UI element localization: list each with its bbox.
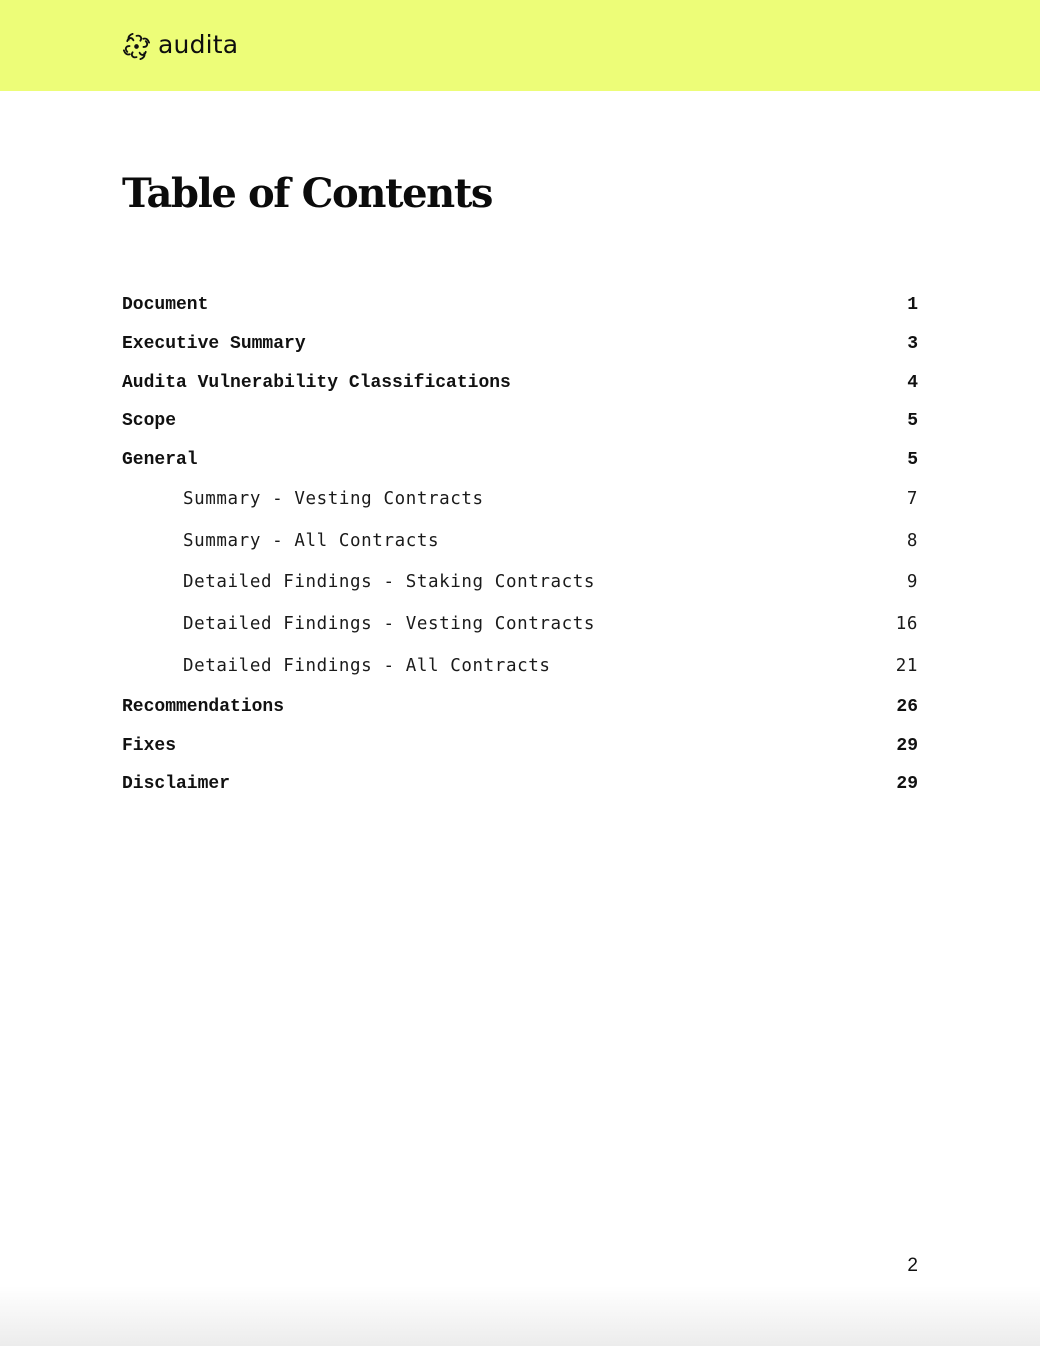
toc-subentry[interactable] [122,570,918,594]
toc-entry-page: 3 [907,334,918,354]
toc-subentry-label: Detailed Findings - Vesting Contracts [183,614,596,634]
toc-subentry-page: 16 [895,614,918,634]
page-title: Table of Contents [122,170,493,217]
brand-logo [121,30,238,62]
toc-entry[interactable] [122,734,918,758]
toc-subentry-label: Summary - All Contracts [183,531,440,551]
toc-subentry-label: Detailed Findings - Staking Contracts [183,572,596,592]
toc-entry[interactable] [122,409,918,433]
page-header [0,0,1040,91]
toc-subentry[interactable] [122,487,918,511]
toc-entry[interactable] [122,332,918,356]
toc-entry-page: 4 [907,373,918,393]
toc-subentry-page: 9 [906,572,918,592]
toc-entry-label: Recommendations [122,697,285,717]
toc-entry-label: Disclaimer [122,774,231,794]
toc-subentry-page: 21 [895,656,918,676]
toc-entry-page: 5 [907,450,918,470]
toc-entry-label: General [122,450,198,470]
toc-subentry-label: Detailed Findings - All Contracts [183,656,551,676]
toc-entry-page: 26 [896,697,918,717]
toc-subentry-page: 7 [906,489,918,509]
toc-entry-label: Scope [122,411,177,431]
toc-entry-page: 1 [907,295,918,315]
toc-entry[interactable] [122,448,918,472]
toc-entry-label: Document [122,295,209,315]
toc-subentry[interactable] [122,612,918,636]
toc-subentry-label: Summary - Vesting Contracts [183,489,484,509]
toc-entry-page: 5 [907,411,918,431]
audita-swirl-logo-icon [121,31,152,62]
toc-entry-label: Audita Vulnerability Classifications [122,373,511,393]
toc-entry-label: Executive Summary [122,334,306,354]
toc-entry[interactable] [122,293,918,317]
toc-entry[interactable] [122,772,918,796]
toc-subentry-page: 8 [906,531,918,551]
brand-name: audita [158,30,239,59]
toc-entry-label: Fixes [122,736,177,756]
toc-entry-page: 29 [896,736,918,756]
toc-entry-page: 29 [896,774,918,794]
page-bottom-edge [0,1286,1040,1346]
toc-entry[interactable] [122,371,918,395]
page-number: 2 [907,1255,918,1276]
toc-subentry[interactable] [122,654,918,678]
toc-subentry[interactable] [122,529,918,553]
toc-entry[interactable] [122,695,918,719]
